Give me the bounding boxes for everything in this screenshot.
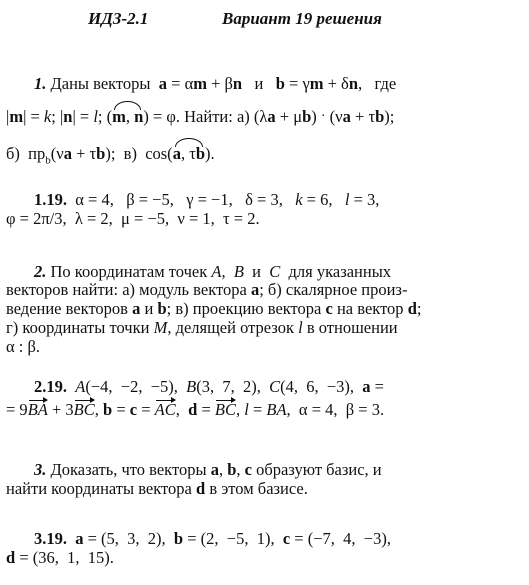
task2-number: 2. [34, 262, 47, 281]
projection-subscript: b [45, 154, 51, 167]
vector-arrow-icon: BC [73, 400, 95, 419]
task1-variant-line1: 1.19. α = 4, β = −5, γ = −1, δ = 3, k = 6, l = 3, [34, 190, 380, 209]
vector-arrow-icon: AC [154, 400, 176, 419]
task1-number: 1. [34, 74, 47, 93]
task2-line2: векторов найти: а) модуль вектора a; б) скалярное произ- [6, 280, 408, 299]
task2-variant-line1: 2.19. A(−4, −2, −5), B(3, 7, 2), C(4, 6, −3), a = [34, 377, 384, 396]
task1-line2: |m| = k; |n| = l; (m, n) = φ. Найти: а) (λa + μb) · (νa + τb); [6, 107, 395, 126]
task3-variant-line1: 3.19. a = (5, 3, 2), b = (2, −5, 1), c = (−7, 4, −3), [34, 529, 391, 548]
task2-line5: α : β. [6, 337, 40, 356]
task2-line4: г) координаты точки M, делящей отрезок l в отношении [6, 318, 398, 337]
task1-line3: б) $пр_b(\nu a + \tau b)$; в) cos(a, τb). [6, 144, 215, 167]
task3-line2: найти координаты вектора d в этом базисе. [6, 479, 308, 498]
task1-line1: 1. Даны векторы a = αm + βn и b = γm + δn, где [34, 74, 397, 93]
task3-number: 3. [34, 460, 47, 479]
task1-variant-label: 1.19. [34, 190, 67, 209]
task2-variant-label: 2.19. [34, 377, 67, 396]
task1-variant-line2: φ = 2π/3, λ = 2, μ = −5, ν = 1, τ = 2. [6, 209, 260, 228]
angle-hat-icon: a, τb [172, 144, 206, 163]
task3-variant-line2: d = (36, 1, 15). [6, 548, 114, 567]
task2-line3: ведение векторов a и b; в) проекцию вектора c на вектор d; [6, 299, 422, 318]
task2-variant-line2: = 9BA + 3BC, b = c = AC, d = BC, l = BA, α = 4, β = 3. [6, 400, 385, 419]
header-right: Вариант 19 решения [222, 9, 382, 28]
header-left: ИДЗ-2.1 [88, 9, 149, 28]
vector-arrow-icon: BA [27, 400, 48, 419]
task3-line1: 3. Доказать, что векторы a, b, c образуют базис, и [34, 460, 382, 479]
task3-variant-label: 3.19. [34, 529, 67, 548]
angle-hat-icon: m, n [112, 107, 144, 126]
task2-line1: 2. По координатам точек A, B и C для указанных [34, 262, 392, 281]
vector-arrow-icon: BC [214, 400, 236, 419]
